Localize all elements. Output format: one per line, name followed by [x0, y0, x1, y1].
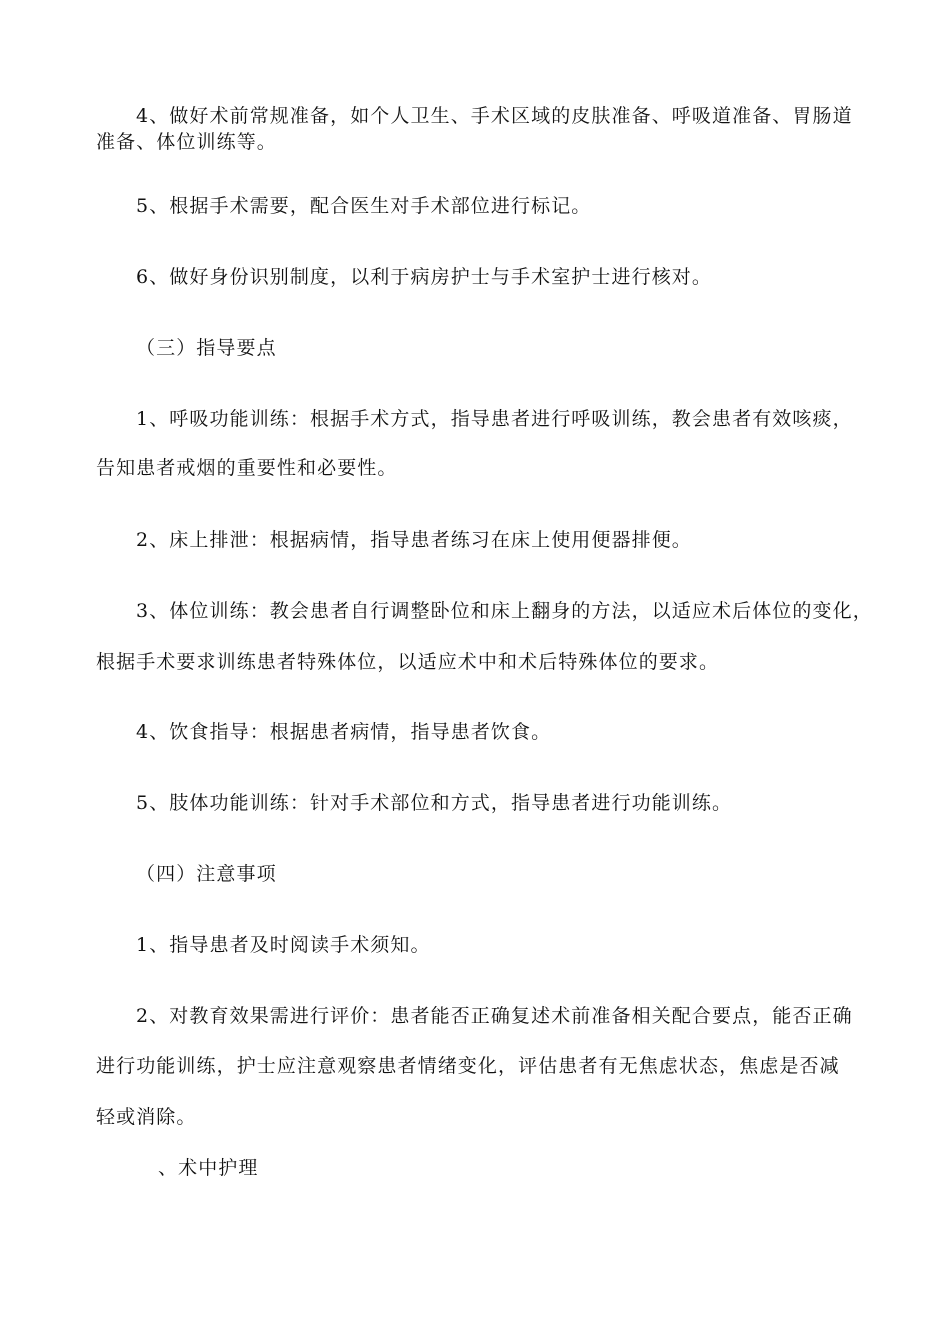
paragraph-line: 4、饮食指导：根据患者病情，指导患者饮食。: [136, 721, 552, 743]
paragraph-line: 5、根据手术需要，配合医生对手术部位进行标记。: [136, 195, 592, 217]
paragraph-line: 4、做好术前常规准备，如个人卫生、手术区域的皮肤准备、呼吸道准备、胃肠道: [136, 105, 853, 127]
paragraph-line: 5、肢体功能训练：针对手术部位和方式，指导患者进行功能训练。: [136, 792, 733, 814]
paragraph-line: 告知患者戒烟的重要性和必要性。: [96, 457, 398, 479]
paragraph-line: 轻或消除。: [96, 1106, 197, 1128]
paragraph-line: 2、床上排泄：根据病情，指导患者练习在床上使用便器排便。: [136, 529, 692, 551]
section-heading: 、术中护理: [158, 1157, 259, 1179]
paragraph-line: 2、对教育效果需进行评价：患者能否正确复述术前准备相关配合要点，能否正确: [136, 1005, 853, 1027]
paragraph-line: 3、体位训练：教会患者自行调整卧位和床上翻身的方法，以适应术后体位的变化，: [136, 600, 873, 622]
paragraph-line: 根据手术要求训练患者特殊体位，以适应术中和术后特殊体位的要求。: [96, 651, 720, 673]
paragraph-line: 1、呼吸功能训练：根据手术方式，指导患者进行呼吸训练，教会患者有效咳痰，: [136, 408, 853, 430]
section-heading: （四）注意事项: [136, 863, 277, 885]
paragraph-line: 准备、体位训练等。: [96, 131, 277, 153]
paragraph-line: 6、做好身份识别制度，以利于病房护士与手术室护士进行核对。: [136, 266, 712, 288]
section-heading: （三）指导要点: [136, 337, 277, 359]
paragraph-line: 进行功能训练，护士应注意观察患者情绪变化，评估患者有无焦虑状态，焦虑是否减: [96, 1055, 840, 1077]
paragraph-line: 1、指导患者及时阅读手术须知。: [136, 934, 431, 956]
